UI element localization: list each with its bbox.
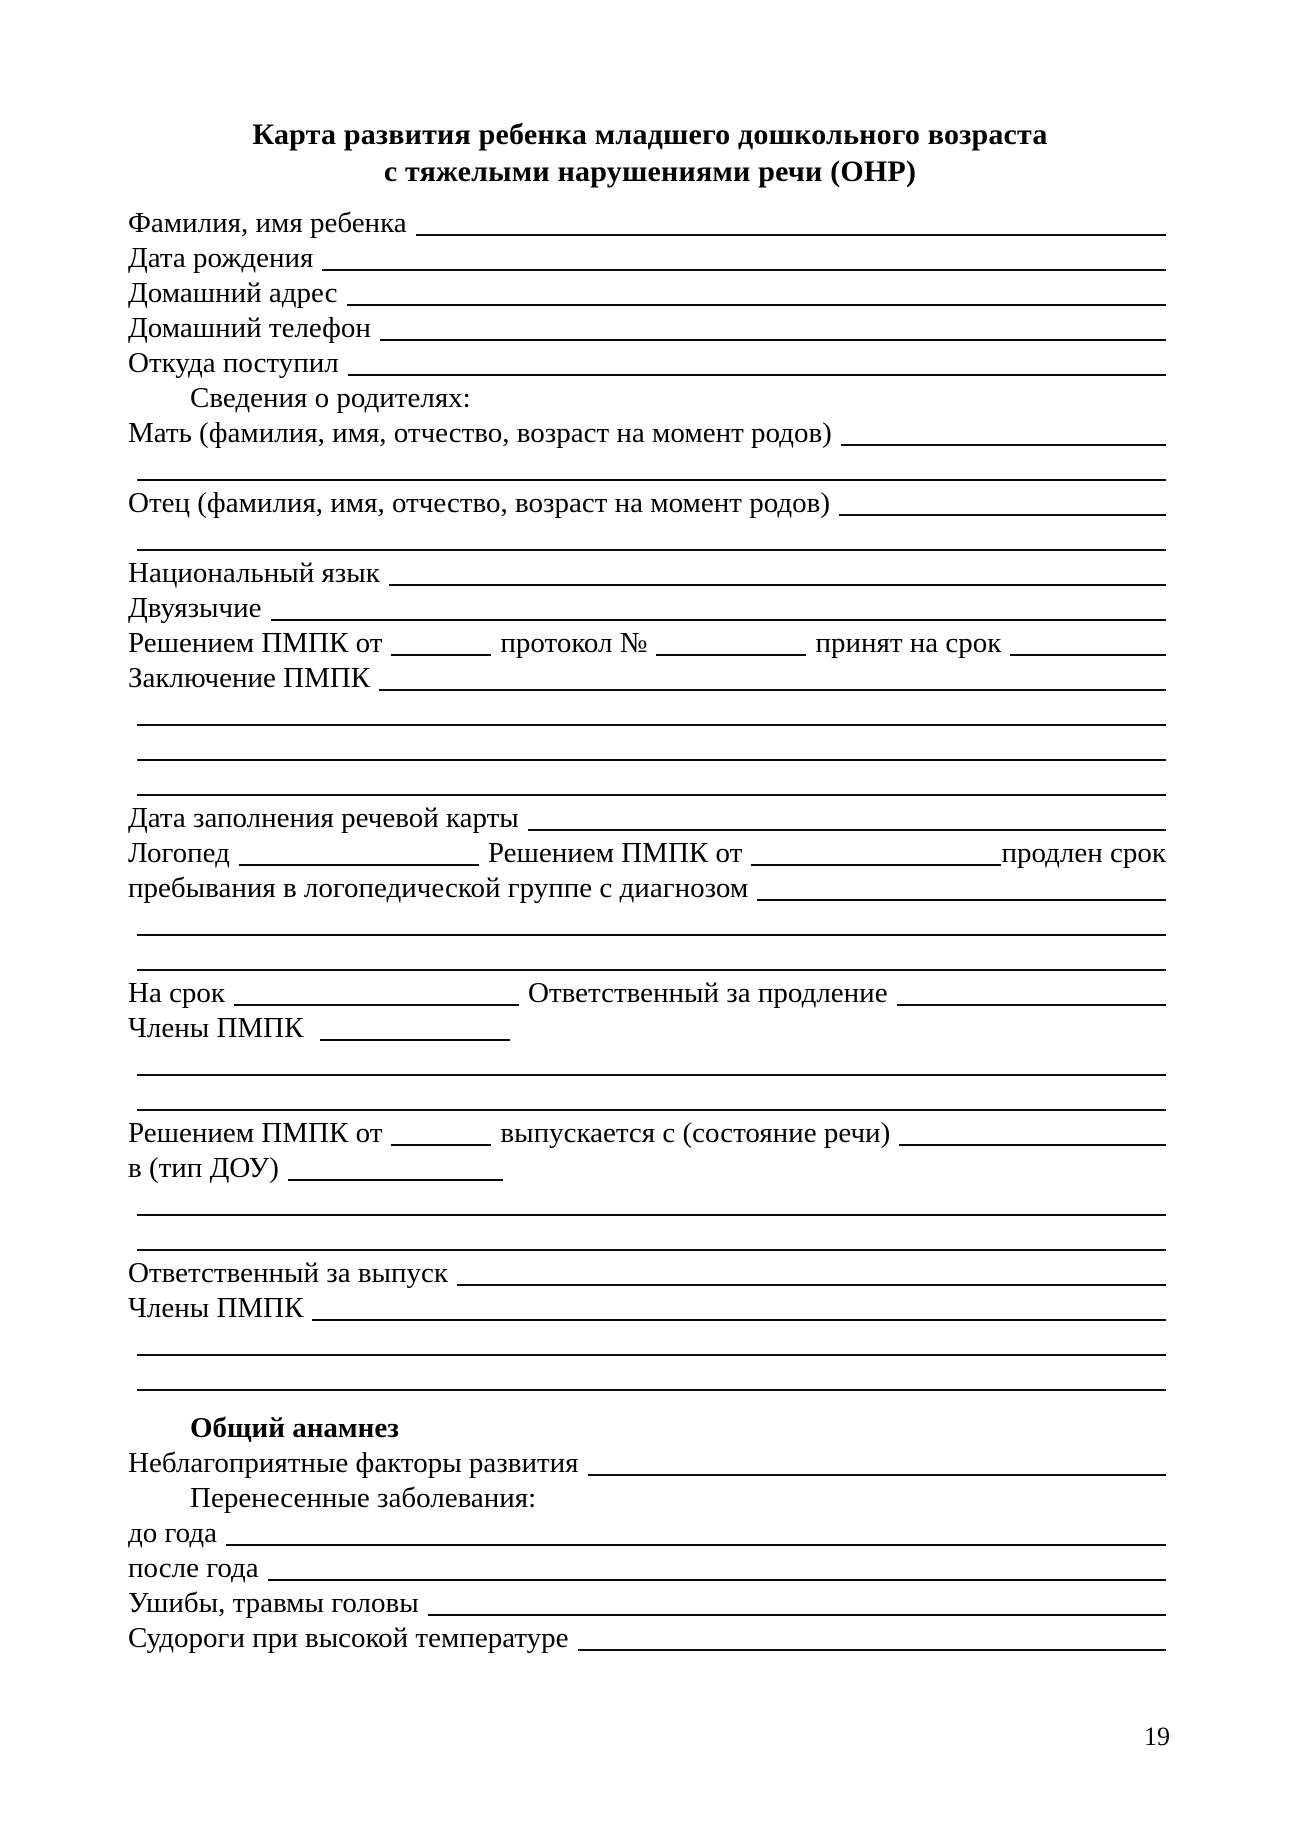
field-label: принят на срок (815, 627, 1002, 659)
row-general-anamnesis-heading (128, 1410, 1166, 1445)
blank-underline (137, 792, 1166, 796)
field-label: Дата заполнения речевой карты (128, 802, 519, 834)
blank-underline (841, 442, 1166, 446)
blank-underline (226, 1542, 1166, 1546)
row-responsible-discharge (128, 1255, 1166, 1290)
row-blank-line (128, 765, 1166, 800)
row-blank-line (128, 730, 1166, 765)
field-label: продлен срок (1001, 837, 1166, 869)
row-blank-line (128, 1220, 1166, 1255)
row-after-year (128, 1550, 1166, 1585)
row-before-year (128, 1515, 1166, 1550)
blank-underline (137, 757, 1166, 761)
blank-underline (391, 652, 491, 656)
document-title-line2: с тяжелыми нарушениями речи (ОНР) (383, 155, 917, 188)
row-blank-line (128, 940, 1166, 975)
field-label: пребывания в логопедической группе с диагнозом (128, 872, 749, 904)
blank-underline (137, 932, 1166, 936)
field-label: Двуязычие (128, 592, 262, 624)
row-home-phone (128, 310, 1166, 345)
blank-underline (347, 302, 1167, 306)
row-birth-date (128, 240, 1166, 275)
row-speech-card-date (128, 800, 1166, 835)
blank-underline (137, 967, 1166, 971)
blank-underline (751, 862, 1001, 866)
blank-underline (239, 862, 479, 866)
blank-underline (322, 267, 1166, 271)
row-admitted-from (128, 345, 1166, 380)
blank-underline (588, 1472, 1166, 1476)
field-label: Перенесенные заболевания: (190, 1482, 537, 1514)
blank-underline (137, 1072, 1166, 1076)
blank-underline (348, 372, 1166, 376)
row-child-name (128, 205, 1166, 240)
row-blank-line (128, 905, 1166, 940)
field-label: Заключение ПМПК (128, 662, 371, 694)
field-label: выпускается с (состояние речи) (500, 1117, 891, 1149)
row-blank-line (128, 520, 1166, 555)
blank-underline (389, 582, 1166, 586)
blank-underline (271, 617, 1166, 621)
blank-underline (757, 897, 1166, 901)
blank-underline (137, 1352, 1166, 1356)
field-label: Решением ПМПК от (128, 627, 383, 659)
row-bilingualism (128, 590, 1166, 625)
blank-underline (899, 1142, 1166, 1146)
blank-underline (137, 1212, 1166, 1216)
row-pmpk-members (128, 1010, 1166, 1045)
blank-underline (897, 1002, 1166, 1006)
form-body (128, 205, 1166, 1655)
blank-underline (137, 547, 1166, 551)
field-label: Дата рождения (128, 242, 314, 274)
row-national-language (128, 555, 1166, 590)
row-parents-info-heading (128, 380, 1166, 415)
field-label: протокол № (500, 627, 648, 659)
row-pmpk-discharge (128, 1115, 1166, 1150)
blank-underline (137, 1247, 1166, 1251)
blank-underline (1010, 652, 1166, 656)
document-title-line1: Карта развития ребенка младшего дошкольного возраста (252, 118, 1048, 151)
row-mother-info (128, 415, 1166, 450)
row-pmpk-decision-protocol (128, 625, 1166, 660)
row-speech-group-diagnosis (128, 870, 1166, 905)
field-label: Логопед (128, 837, 230, 869)
field-label: Решением ПМПК от (128, 1117, 383, 1149)
blank-underline (428, 1612, 1166, 1616)
row-pmpk-members (128, 1290, 1166, 1325)
blank-underline (312, 1317, 1166, 1321)
row-blank-line (128, 450, 1166, 485)
row-term-responsible-extension (128, 975, 1166, 1010)
row-blank-line (128, 1080, 1166, 1115)
blank-underline (288, 1177, 503, 1181)
field-label: Мать (фамилия, имя, отчество, возраст на момент родов) (128, 417, 832, 449)
blank-underline (320, 1037, 510, 1041)
field-label: Отец (фамилия, имя, отчество, возраст на момент родов) (128, 487, 830, 519)
field-label: Домашний адрес (128, 277, 338, 309)
field-label: Сведения о родителях: (190, 382, 471, 414)
blank-underline (268, 1577, 1166, 1581)
blank-underline (137, 722, 1166, 726)
field-label: Ушибы, травмы головы (128, 1587, 419, 1619)
row-dou-type (128, 1150, 1166, 1185)
document-title (0, 116, 1300, 190)
field-label: после года (128, 1552, 259, 1584)
field-label: Откуда поступил (128, 347, 339, 379)
field-label: Общий анамнез (190, 1412, 399, 1444)
field-label: Члены ПМПК (128, 1292, 304, 1324)
field-label: Ответственный за продление (528, 977, 888, 1009)
blank-underline (379, 687, 1166, 691)
row-blank-line (128, 1360, 1166, 1395)
blank-underline (416, 232, 1166, 236)
row-home-address (128, 275, 1166, 310)
field-label: Ответственный за выпуск (128, 1257, 449, 1289)
row-head-injuries (128, 1585, 1166, 1620)
field-label: в (тип ДОУ) (128, 1152, 279, 1184)
row-pmpk-conclusion (128, 660, 1166, 695)
field-label: Домашний телефон (128, 312, 371, 344)
blank-underline (457, 1282, 1166, 1286)
row-father-info (128, 485, 1166, 520)
blank-underline (380, 337, 1166, 341)
field-label: На срок (128, 977, 226, 1009)
field-label: Фамилия, имя ребенка (128, 207, 407, 239)
blank-underline (137, 477, 1166, 481)
row-speech-therapist-pmpk (128, 835, 1166, 870)
blank-underline (528, 827, 1166, 831)
field-label: Решением ПМПК от (487, 837, 743, 869)
blank-underline (137, 1387, 1166, 1391)
row-adverse-factors (128, 1445, 1166, 1480)
field-label: Судороги при высокой температуре (128, 1622, 569, 1654)
blank-underline (839, 512, 1166, 516)
row-blank-line (128, 1045, 1166, 1080)
blank-underline (578, 1647, 1166, 1651)
blank-underline (391, 1142, 491, 1146)
field-label: до года (128, 1517, 217, 1549)
row-past-diseases-heading (128, 1480, 1166, 1515)
page-number: 19 (1144, 1722, 1170, 1751)
field-label: Неблагоприятные факторы развития (128, 1447, 579, 1479)
field-label: Члены ПМПК (128, 1012, 311, 1044)
blank-underline (234, 1002, 519, 1006)
row-seizures-fever (128, 1620, 1166, 1655)
row-blank-line (128, 1325, 1166, 1360)
blank-underline (656, 652, 806, 656)
field-label: Национальный язык (128, 557, 380, 589)
row-blank-line (128, 1185, 1166, 1220)
row-blank-line (128, 695, 1166, 730)
blank-underline (137, 1107, 1166, 1111)
